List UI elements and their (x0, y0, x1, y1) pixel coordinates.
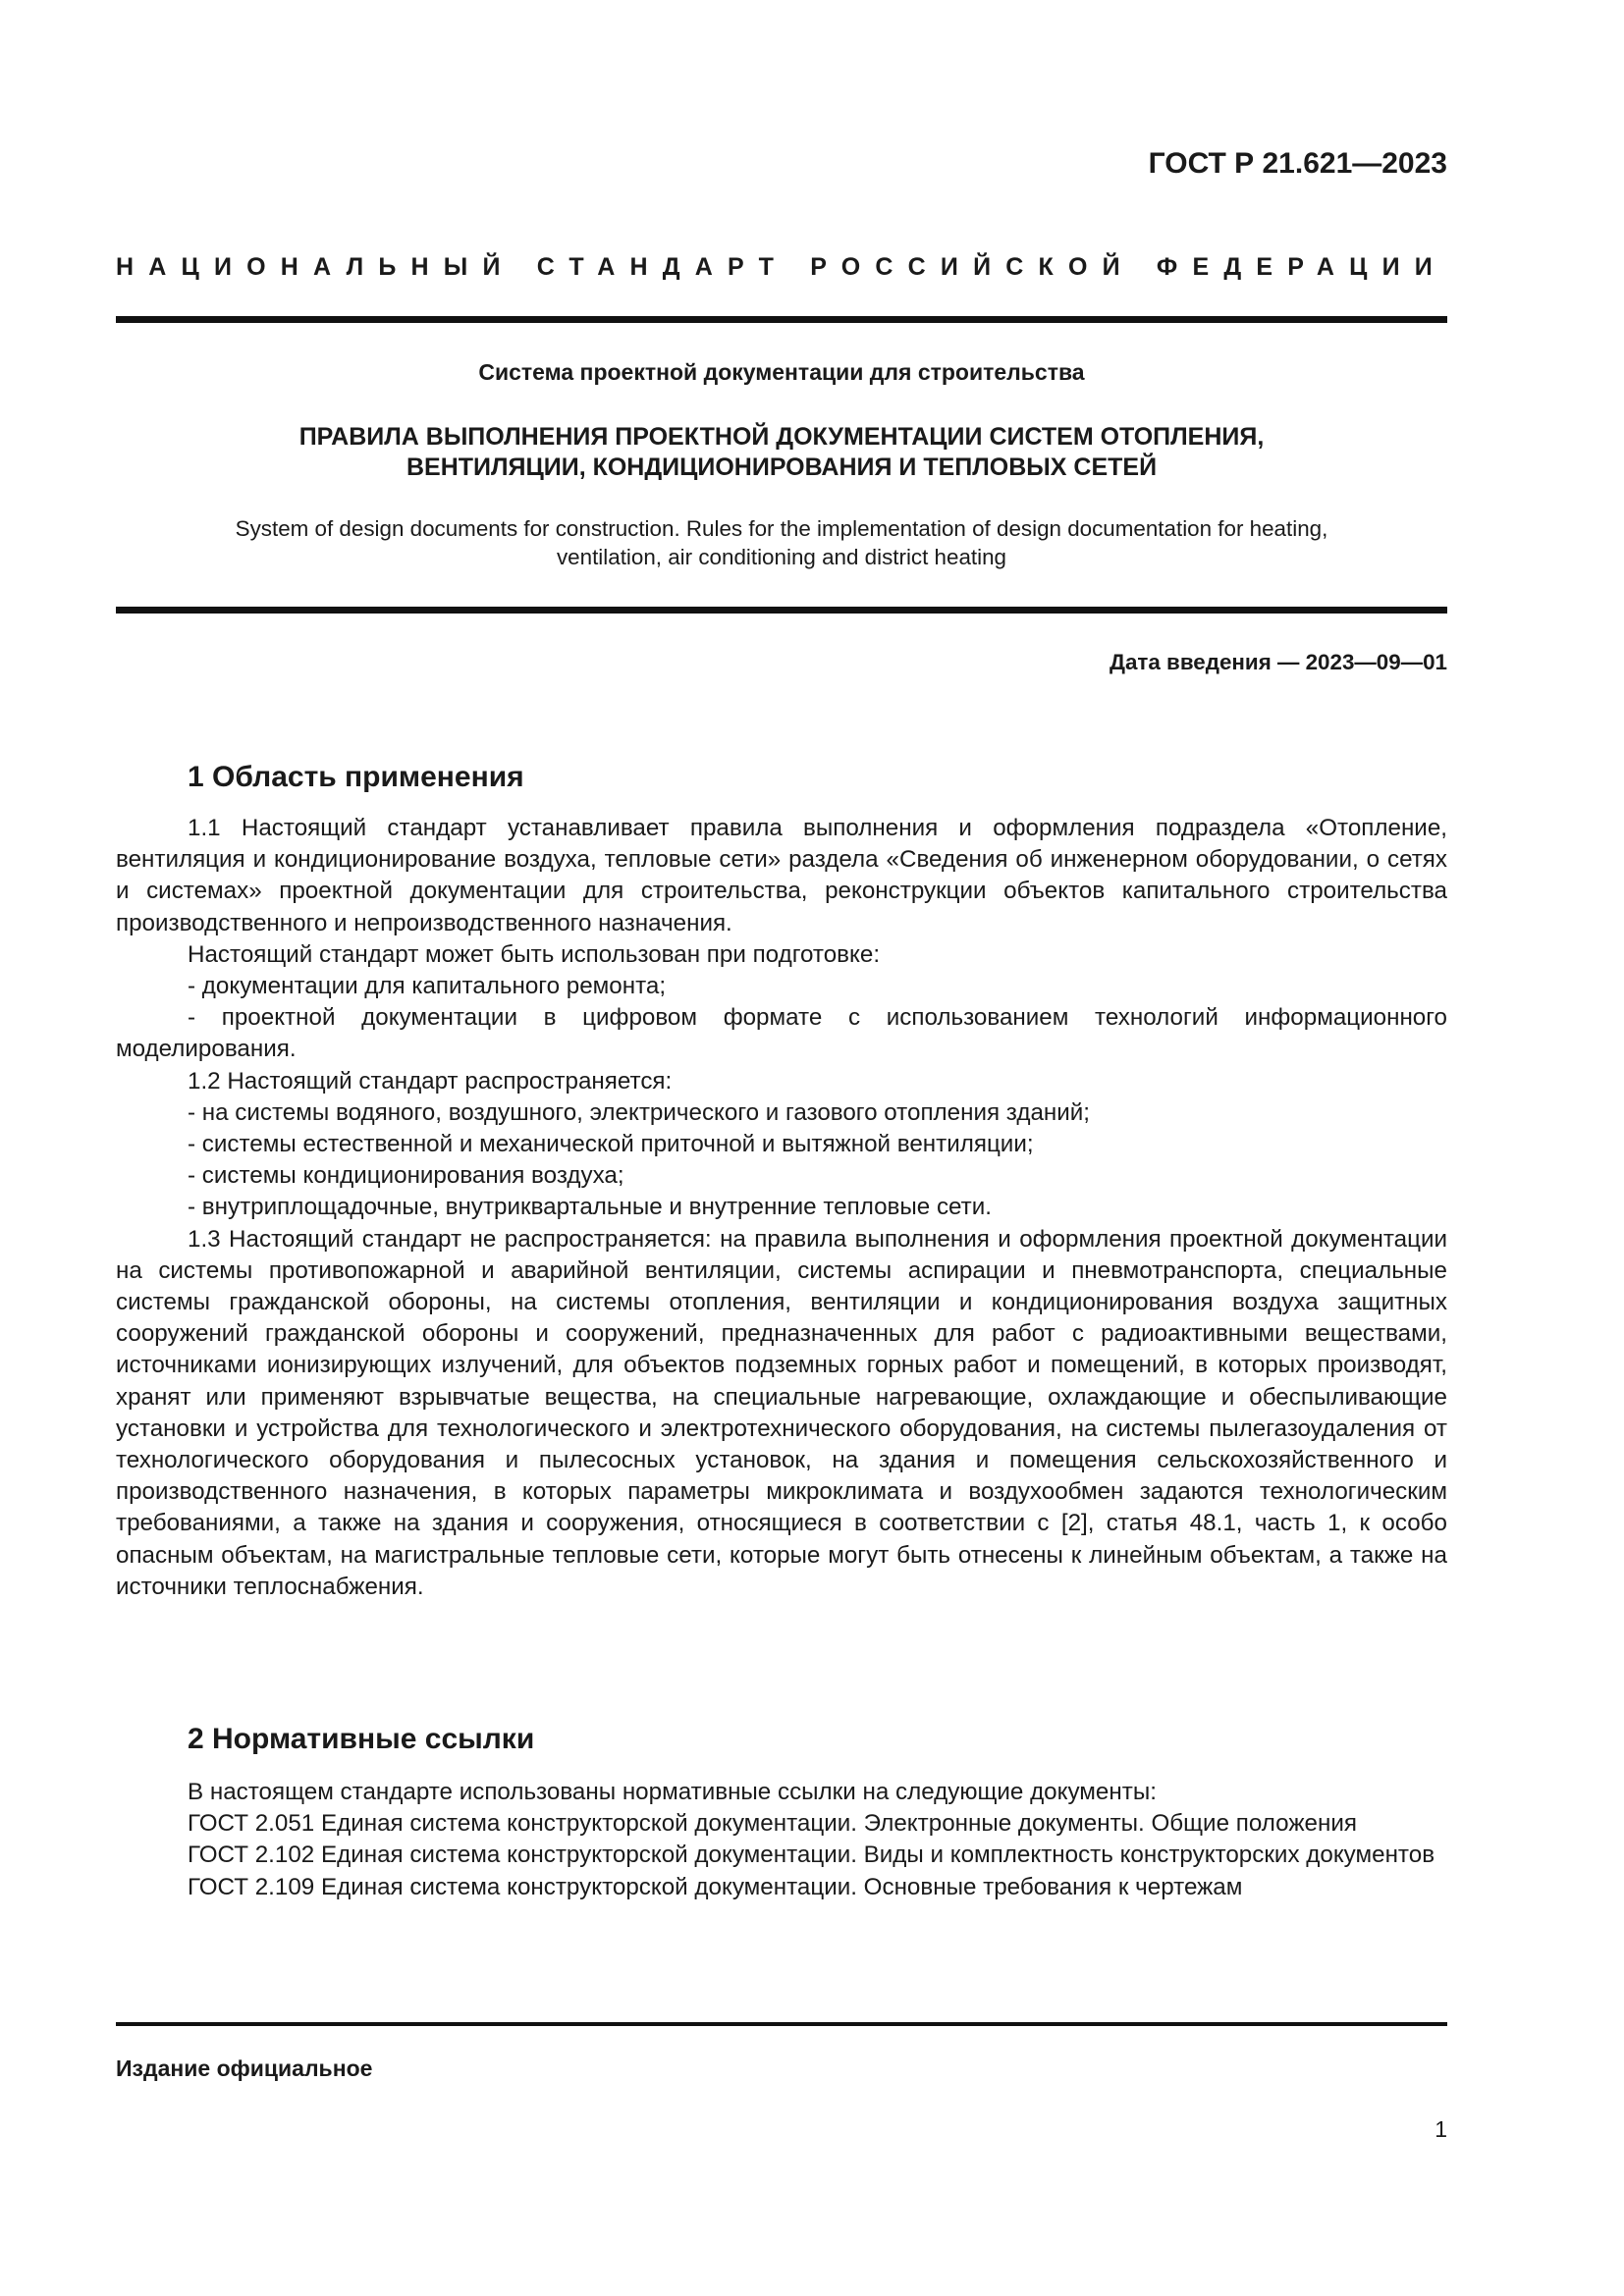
title-divider (116, 607, 1447, 614)
footer-divider (116, 2022, 1447, 2026)
list-item: - внутриплощадочные, внутриквартальные и внутренние тепловые сети. (188, 1194, 992, 1221)
paragraph: 1.2 Настоящий стандарт распространяется: (188, 1067, 673, 1095)
main-title-line: ВЕНТИЛЯЦИИ, КОНДИЦИОНИРОВАНИЯ И ТЕПЛОВЫХ СЕТЕЙ (406, 454, 1158, 481)
system-title: Система проектной документации для строительства (478, 359, 1085, 385)
reference-item: ГОСТ 2.051 Единая система конструкторской документации. Электронные документы. Общие положения (188, 1810, 1357, 1838)
english-title (116, 514, 1447, 571)
main-title (116, 422, 1447, 483)
official-edition-label: Издание официальное (116, 2056, 373, 2081)
list-item: - системы естественной и механической приточной и вытяжной вентиляции; (188, 1131, 1034, 1158)
header-divider (116, 316, 1447, 323)
section-heading: 1 Область применения (188, 761, 524, 793)
main-title-line: ПРАВИЛА ВЫПОЛНЕНИЯ ПРОЕКТНОЙ ДОКУМЕНТАЦИИ СИСТЕМ ОТОПЛЕНИЯ, (298, 423, 1265, 451)
document-code: ГОСТ Р 21.621—2023 (1148, 147, 1447, 180)
paragraph: В настоящем стандарте использованы нормативные ссылки на следующие документы: (188, 1779, 1157, 1805)
paragraph: Настоящий стандарт может быть использован при подготовке: (188, 940, 881, 968)
list-item: - документации для капитального ремонта; (188, 973, 667, 1000)
page-number: 1 (1435, 2116, 1447, 2142)
paragraph: 1.1 Настоящий стандарт устанавливает правила выполнения и оформления подраздела «Отопление, вентиляция и кондиционирование воздуха, тепловые сети» раздела «Сведения об инженерном оборудовании, о сетях и системах» проектной документации для строительства, реконструкции объектов капитального строительства производственного и непроизводственного назначения. (116, 815, 1447, 936)
english-title-line: ventilation, air conditioning and district heating (556, 545, 1007, 569)
section-scope (116, 758, 1447, 1603)
list-item: - на системы водяного, воздушного, электрического и газового отопления зданий; (188, 1098, 1091, 1126)
national-standard-banner: НАЦИОНАЛЬНЫЙ СТАНДАРТ РОССИЙСКОЙ ФЕДЕРАЦИИ (116, 253, 1447, 281)
section-heading: 2 Нормативные ссылки (188, 1723, 535, 1755)
section-normative-references (116, 1720, 1447, 1903)
paragraph: 1.3 Настоящий стандарт не распространяется: на правила выполнения и оформления проектной документации на системы противопожарной и аварийной вентиляции, системы аспирации и пневмотранспорта, специальные системы гражданской обороны, на системы отопления, вентиляции и кондиционирования воздуха защитных сооружений гражданской обороны и сооружений, предназначенных для работ с радиоактивными веществами, источниками ионизирующих излучений, для объектов подземных горных работ и помещений, в которых производят, хранят или применяют взрывчатые вещества, на специальные нагревающие, охлаждающие и обеспыливающие установки и устройства для технологического и электротехнического оборудования, на системы пылегазоудаления от технологического оборудования и пылесосных установок, на здания и помещения сельскохозяйственного и производственного назначения, в которых параметры микроклимата и воздухообмен задаются технологическим требованиями, а также на здания и сооружения, относящиеся в соответствии с [2], статья 48.1, часть 1, к особо опасным объектам, на магистральные тепловые сети, которые могут быть отнесены к линейным объектам, а также на источники теплоснабжения. (116, 1225, 1447, 1600)
list-item: - системы кондиционирования воздуха; (188, 1162, 624, 1190)
list-item: - проектной документации в цифровом формате с использованием технологий информационного моделирования. (116, 1004, 1447, 1063)
reference-item: ГОСТ 2.109 Единая система конструкторской документации. Основные требования к чертежам (188, 1873, 1243, 1900)
introduction-date: Дата введения — 2023—09—01 (1110, 650, 1447, 674)
reference-item: ГОСТ 2.102 Единая система конструкторской документации. Виды и комплектность конструкторских документов (188, 1842, 1435, 1869)
english-title-line: System of design documents for construction. Rules for the implementation of design documentation for heating, (235, 516, 1328, 541)
